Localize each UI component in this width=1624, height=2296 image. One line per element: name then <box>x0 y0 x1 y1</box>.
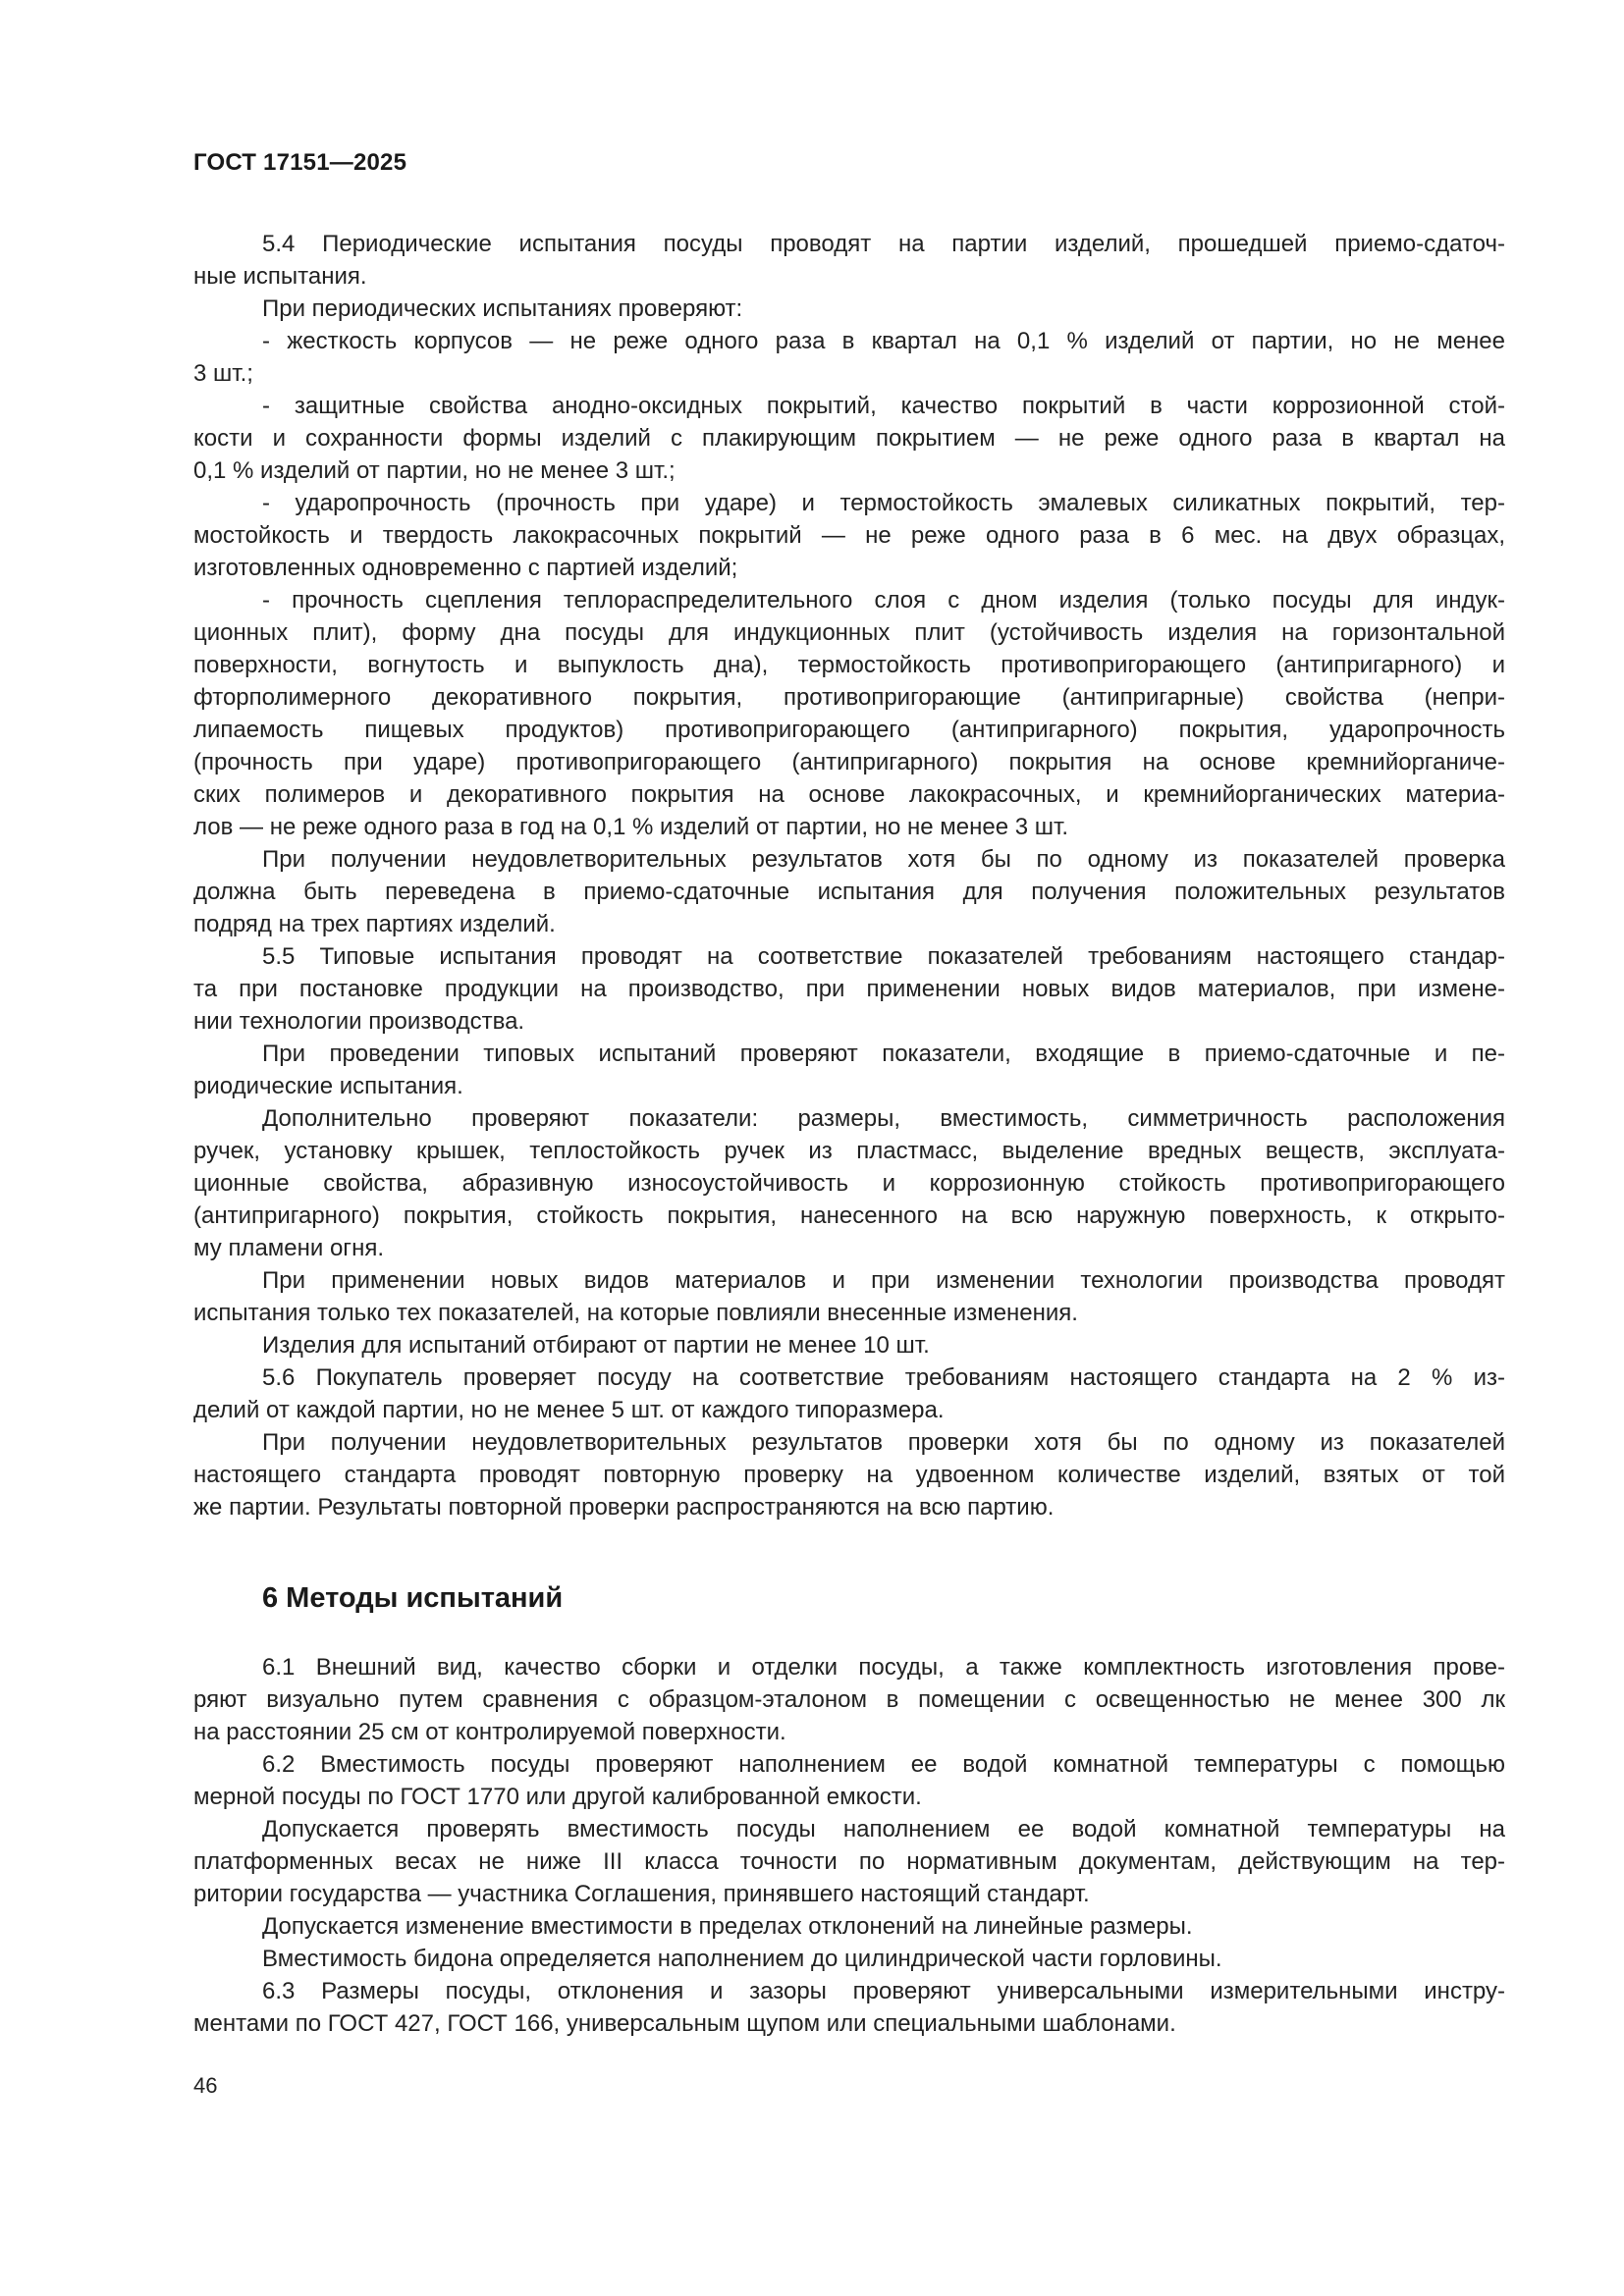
paragraph-line: 5.6 Покупатель проверяет посуду на соответствие требованиям настоящего стандарта на 2 % из- <box>262 1364 1505 1391</box>
paragraph-line: ручек, установку крышек, теплостойкость ручек из пластмасс, выделение вредных веществ, эксплуата- <box>193 1138 1505 1164</box>
paragraph-line: При периодических испытаниях проверяют: <box>262 295 743 322</box>
paragraph-line: ционные свойства, абразивную износоустойчивость и коррозионную стойкость противопригорающего <box>193 1170 1505 1197</box>
paragraph-line: (антипригарного) покрытия, стойкость покрытия, нанесенного на всю наружную поверхность, к открыто- <box>193 1202 1505 1229</box>
section-6-body <box>193 1651 1505 2040</box>
list-item-line: поверхности, вогнутость и выпуклость дна), термостойкость противопригорающего (антипригарного) и <box>193 652 1505 678</box>
list-item-line: (прочность при ударе) противопригорающего (антипригарного) покрытия на основе кремнийорганиче- <box>193 749 1505 775</box>
paragraph-line: 6.3 Размеры посуды, отклонения и зазоры проверяют универсальными измерительными инстру- <box>262 1978 1505 2004</box>
paragraph-line: ные испытания. <box>193 263 367 290</box>
paragraph-line: та при постановке продукции на производство, при применении новых видов материалов, при измене- <box>193 976 1505 1002</box>
list-item-line: - прочность сцепления теплораспределительного слоя с дном изделия (только посуды для индук- <box>262 587 1505 614</box>
list-item-line: липаемость пищевых продуктов) противопригорающего (антипригарного) покрытия, ударопрочность <box>193 717 1505 743</box>
paragraph-line: 5.5 Типовые испытания проводят на соответствие показателей требованиям настоящего стандар- <box>262 943 1505 970</box>
list-item-line: - ударопрочность (прочность при ударе) и термостойкость эмалевых силикатных покрытий, тер- <box>262 490 1505 516</box>
paragraph-line: 6.1 Внешний вид, качество сборки и отделки посуды, а также комплектность изготовления прове- <box>262 1654 1505 1681</box>
paragraph-line: 6.2 Вместимость посуды проверяют наполнением ее водой комнатной температуры с помощью <box>262 1751 1505 1778</box>
paragraph-line: ряют визуально путем сравнения с образцом-эталоном в помещении с освещенностью не менее 300 лк <box>193 1686 1505 1713</box>
document-header-id: ГОСТ 17151—2025 <box>193 149 407 176</box>
paragraph-line: Допускается изменение вместимости в пределах отклонений на линейные размеры. <box>262 1913 1193 1940</box>
page-number: 46 <box>193 2073 218 2098</box>
paragraph-line: му пламени огня. <box>193 1235 384 1261</box>
paragraph-line: При получении неудовлетворительных результатов хотя бы по одному из показателей проверка <box>262 846 1505 873</box>
paragraph-line: делий от каждой партии, но не менее 5 шт. от каждого типоразмера. <box>193 1397 945 1423</box>
list-item-line: лов — не реже одного раза в год на 0,1 % изделий от партии, но не менее 3 шт. <box>193 814 1069 840</box>
paragraph-line: же партии. Результаты повторной проверки распространяются на всю партию. <box>193 1494 1055 1521</box>
list-item-line: - жесткость корпусов — не реже одного раза в квартал на 0,1 % изделий от партии, но не менее <box>262 328 1505 354</box>
list-item-line: кости и сохранности формы изделий с плакирующим покрытием — не реже одного раза в квартал на <box>193 425 1505 452</box>
paragraph-line: Изделия для испытаний отбирают от партии не менее 10 шт. <box>262 1332 930 1359</box>
list-item-line: изготовленных одновременно с партией изделий; <box>193 555 738 581</box>
list-item-line: фторполимерного декоративного покрытия, противопригорающие (антипригарные) свойства (непри- <box>193 684 1505 711</box>
paragraph-line: ритории государства — участника Соглашения, принявшего настоящий стандарт. <box>193 1881 1090 1907</box>
paragraph-line: Дополнительно проверяют показатели: размеры, вместимость, симметричность расположения <box>262 1105 1505 1132</box>
paragraph-line: ментами по ГОСТ 427, ГОСТ 166, универсальным щупом или специальными шаблонами. <box>193 2010 1176 2037</box>
paragraph-line: на расстоянии 25 см от контролируемой поверхности. <box>193 1719 786 1745</box>
list-item-line: ционных плит), форму дна посуды для индукционных плит (устойчивость изделия на горизонтальной <box>193 619 1505 646</box>
paragraph-line: испытания только тех показателей, на которые повлияли внесенные изменения. <box>193 1300 1078 1326</box>
section-heading: 6 Методы испытаний <box>262 1582 564 1614</box>
paragraph-line: При проведении типовых испытаний проверяют показатели, входящие в приемо-сдаточные и пе- <box>262 1041 1505 1067</box>
paragraph-line: риодические испытания. <box>193 1073 463 1099</box>
list-item-line: мостойкость и твердость лакокрасочных покрытий — не реже одного раза в 6 мес. на двух образцах, <box>193 522 1505 549</box>
paragraph-line: При применении новых видов материалов и при изменении технологии производства проводят <box>262 1267 1505 1294</box>
section-5-body <box>193 228 1505 1523</box>
paragraph-line: должна быть переведена в приемо-сдаточные испытания для получения положительных результатов <box>193 879 1505 905</box>
paragraph-line: мерной посуды по ГОСТ 1770 или другой калиброванной емкости. <box>193 1784 922 1810</box>
paragraph-line: Вместимость бидона определяется наполнением до цилиндрической части горловины. <box>262 1946 1222 1972</box>
list-item-line: - защитные свойства анодно-оксидных покрытий, качество покрытий в части коррозионной стой- <box>262 393 1505 419</box>
paragraph-line: платформенных весах не ниже III класса точности по нормативным документам, действующим на тер- <box>193 1848 1505 1875</box>
paragraph-line: Допускается проверять вместимость посуды наполнением ее водой комнатной температуры на <box>262 1816 1505 1842</box>
paragraph-line: подряд на трех партиях изделий. <box>193 911 556 937</box>
list-item-line: 3 шт.; <box>193 360 253 387</box>
paragraph-line: настоящего стандарта проводят повторную проверку на удвоенном количестве изделий, взятых от той <box>193 1462 1505 1488</box>
list-item-line: 0,1 % изделий от партии, но не менее 3 шт.; <box>193 457 676 484</box>
list-item-line: ских полимеров и декоративного покрытия на основе лакокрасочных, и кремнийорганических материа- <box>193 781 1505 808</box>
paragraph-line: При получении неудовлетворительных результатов проверки хотя бы по одному из показателей <box>262 1429 1505 1456</box>
paragraph-line: нии технологии производства. <box>193 1008 525 1035</box>
paragraph-line: 5.4 Периодические испытания посуды проводят на партии изделий, прошедшей приемо-сдаточ- <box>262 231 1505 257</box>
